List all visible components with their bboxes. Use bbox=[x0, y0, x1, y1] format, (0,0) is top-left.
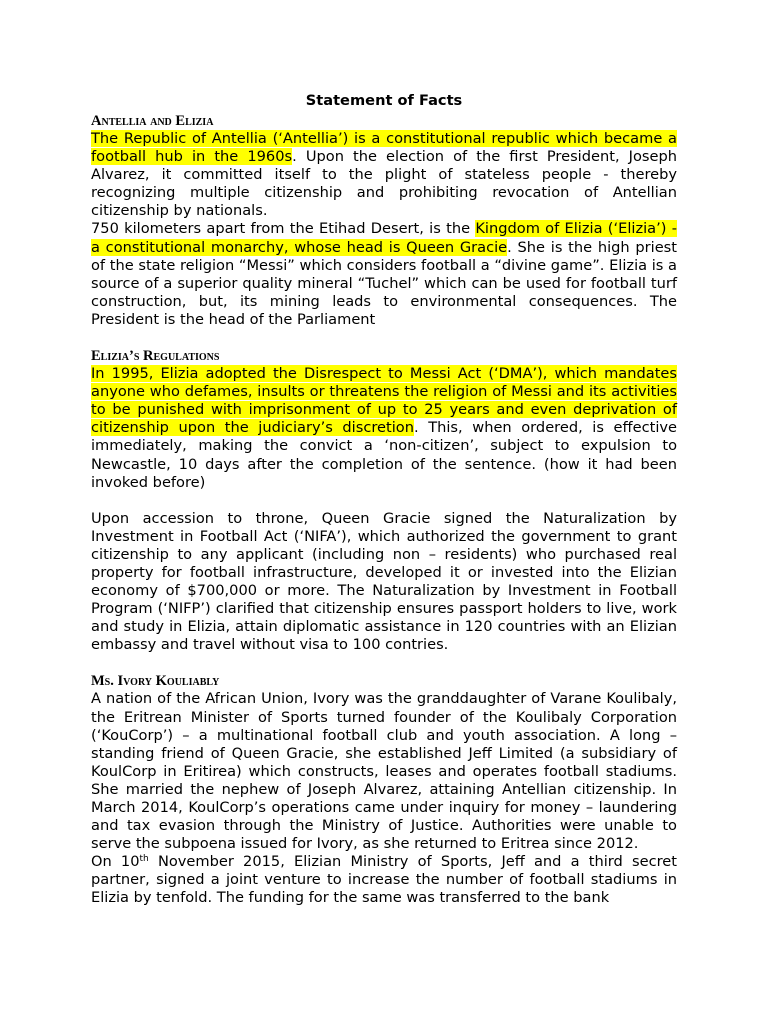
paragraph-nifa: Upon accession to throne, Queen Gracie signed the Naturalization by Investment in Football Act (‘NIFA’), which authorized the government to grant citizenship to any applicant (including non – residents) who purchased real property for football infrastructure, developed it or invested into the Elizian economy of $700,000 or more. The Naturalization by Investment in Football Program (‘NIFP’) clarified that citizenship ensures passport holders to live, work and study in Elizia, attain diplomatic assistance in 120 countries with an Elizian embassy and travel without visa to 100 contries. bbox=[91, 509, 677, 654]
section-heading-ivory: Ms. Ivory Kouliably bbox=[91, 673, 220, 690]
highlight: The Republic of Antellia (‘Antellia’) is a constitutional republic which became a football hub in the 1960s bbox=[91, 130, 677, 166]
document-page bbox=[91, 90, 677, 908]
paragraph-dma: In 1995, Elizia adopted the Disrespect to Messi Act (‘DMA’), which mandates anyone who defames, insults or threatens the religion of Messi and its activities to be punished with imprisonment of up to 25 years and even deprivation of citizenship upon the judiciary’s discretion. This, when ordered, is effective immediately, making the convict a ‘non-citizen’, subject to expulsion to Newcastle, 10 days after the completion of the sentence. (how it had been invoked before) bbox=[91, 365, 677, 491]
section-heading-antellia-elizia: Antellia and Elizia bbox=[91, 113, 214, 129]
paragraph-elizia: 750 kilometers apart from the Etihad Desert, is the Kingdom of Elizia (‘Elizia’) - a constitutional monarchy, whose head is Queen Gracie. She is the high priest of the state religion “Messi” which considers football a “divine game”. Elizia is a source of a superior quality mineral “Tuchel” which can be used for football turf construction, but, its mining leads to environmental consequences. The President is the head of the Parliament bbox=[91, 220, 677, 328]
document-title: Statement of Facts bbox=[305, 92, 463, 109]
highlight: Kingdom of Elizia (‘Elizia’) - a constitutional monarchy, whose head is Queen Gracie bbox=[91, 220, 677, 256]
section-heading-regulations: Elizia’s Regulations bbox=[91, 348, 220, 365]
paragraph-joint-venture: On 10th November 2015, Elizian Ministry of Sports, Jeff and a third secret partner, signed a joint venture to increase the number of football stadiums in Elizia by tenfold. The funding for the same was transferred to the bank bbox=[91, 853, 677, 907]
paragraph-antellia: The Republic of Antellia (‘Antellia’) is a constitutional republic which became a football hub in the 1960s. Upon the election of the first President, Joseph Alvarez, it committed itself to the plight of stateless people - thereby recognizing multiple citizenship and prohibiting revocation of Antellian citizenship by nationals. bbox=[91, 130, 677, 220]
highlight: In 1995, Elizia adopted the Disrespect to Messi Act (‘DMA’), which mandates anyone who defames, insults or threatens the religion of Messi and its activities to be punished with imprisonment of up to 25 years and even deprivation of citizenship upon the judiciary’s discretion bbox=[91, 365, 677, 437]
paragraph-ivory: A nation of the African Union, Ivory was the granddaughter of Varane Koulibaly, the Eritrean Minister of Sports turned founder of the Koulibaly Corporation (‘KouCorp’) – a multinational football club and youth association. A long – standing friend of Queen Gracie, she established Jeff Limited (a subsidiary of KoulCorp in Eritirea) which constructs, leases and operates football stadiums. She married the nephew of Joseph Alvarez, attaining Antellian citizenship. In March 2014, KoulCorp’s operations came under inquiry for money – laundering and tax evasion through the Ministry of Justice. Authorities were unable to serve the subpoena issued for Ivory, as she returned to Eritrea since 2012. bbox=[91, 690, 677, 853]
